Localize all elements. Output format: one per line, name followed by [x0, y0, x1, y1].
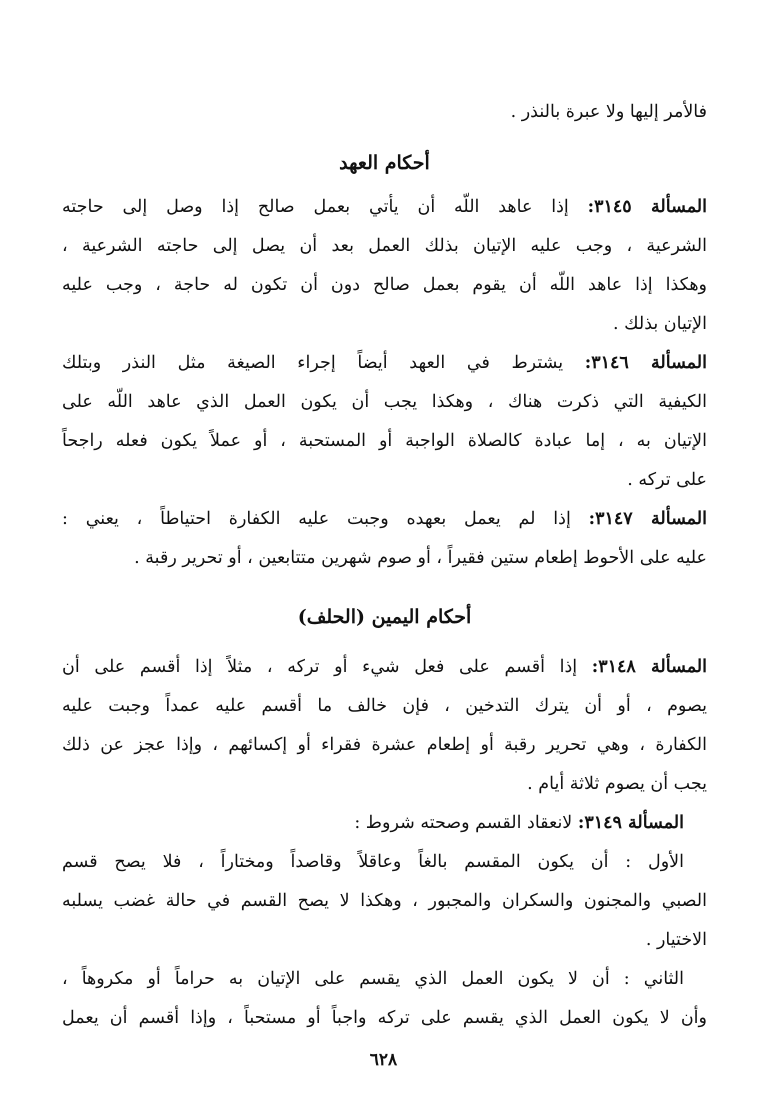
issue-3149-line-1 [62, 808, 684, 838]
issue-label: المسألة ٣١٤٩: [577, 813, 684, 833]
intro-line: فالأمر إليها ولا عبرة بالنذر . [510, 102, 707, 122]
issue-3148-line-1 [62, 652, 707, 682]
text-run: إذا أقسم على فعل شيء أو تركه ، مثلاً إذا أقسم على أن [62, 657, 592, 677]
condition-1-line-2: الصبي والمجنون والسكران والمجبور ، وهكذا لا يصح القسم في حالة غضب يسلبه [62, 891, 707, 911]
issue-label: المسألة ٣١٤٦: [584, 353, 707, 373]
page-number: ٦٢٨ [369, 1050, 398, 1070]
issue-3145-line-4: الإتيان بذلك . [612, 314, 707, 334]
condition-1-line-1: الأول : أن يكون المقسم بالغاً وعاقلاً وقاصداً ومختاراً ، فلا يصح قسم [62, 852, 684, 872]
issue-label: المسألة ٣١٤٨: [591, 657, 708, 677]
text-run: لانعقاد القسم وصحته شروط : [354, 813, 578, 833]
issue-3146-line-1 [62, 348, 707, 378]
issue-3146-line-4: على تركه . [627, 470, 707, 490]
issue-3145-line-1 [62, 192, 707, 222]
issue-label: المسألة ٣١٤٧: [588, 509, 707, 529]
condition-2-line-2: وأن لا يكون العمل الذي يقسم على تركه واجباً أو مستحباً ، وإذا أقسم أن يعمل [62, 1008, 707, 1028]
text-run: إذا لم يعمل بعهده وجبت عليه الكفارة احتياطاً ، يعني : [62, 509, 589, 529]
section-heading-covenant: أحكام العهد [339, 152, 430, 174]
issue-3146-line-2: الكيفية التي ذكرت هناك ، وهكذا يجب أن يكون العمل الذي عاهد اللّه على [62, 392, 707, 412]
issue-3148-line-2: يصوم ، أو أن يترك التدخين ، فإن خالف ما أقسم عليه عمداً وجبت عليه [62, 696, 707, 716]
issue-3145-line-2: الشرعية ، وجب عليه الإتيان بذلك العمل بعد أن يصل إلى حاجته الشرعية ، [62, 236, 707, 256]
issue-label: المسألة ٣١٤٥: [587, 197, 708, 217]
issue-3145-line-3: وهكذا إذا عاهد اللّه أن يقوم بعمل صالح دون أن تكون له حاجة ، وجب عليه [62, 275, 707, 295]
text-run: إذا عاهد اللّه أن يأتي بعمل صالح إذا وصل إلى حاجته [62, 197, 588, 217]
condition-2-line-1: الثاني : أن لا يكون العمل الذي يقسم على الإتيان به حراماً أو مكروهاً ، [62, 969, 684, 989]
issue-3147-line-1 [62, 504, 707, 534]
text-run: يشترط في العهد أيضاً إجراء الصيغة مثل النذر وبتلك [62, 353, 585, 373]
issue-3148-line-3: الكفارة ، وهي تحرير رقبة أو إطعام عشرة فقراء أو إكسائهم ، وإذا عجز عن ذلك [62, 735, 707, 755]
issue-3148-line-4: يجب أن يصوم ثلاثة أيام . [527, 774, 707, 794]
issue-3146-line-3: الإتيان به ، إما عبادة كالصلاة الواجبة أو المستحبة ، أو عملاً يكون فعله راجحاً [62, 431, 707, 451]
condition-1-line-3: الاختيار . [645, 930, 707, 950]
issue-3147-line-2: عليه على الأحوط إطعام ستين فقيراً ، أو صوم شهرين متتابعين ، أو تحرير رقبة . [134, 548, 707, 568]
section-heading-oath: أحكام اليمين (الحلف) [297, 606, 472, 628]
